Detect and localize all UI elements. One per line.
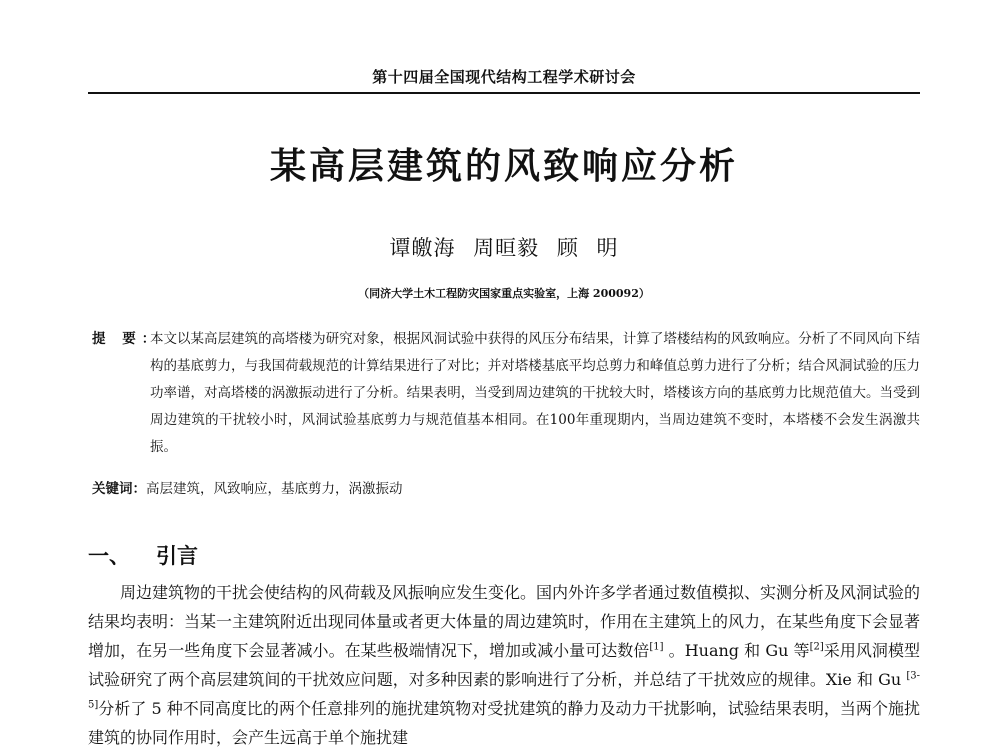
abstract-label: 提 要：	[92, 331, 162, 347]
running-head: 第十四届全国现代结构工程学术研讨会	[372, 68, 636, 86]
text-segment: 。Huang 和 Gu 等	[663, 641, 810, 660]
abstract	[92, 326, 920, 461]
keywords-label: 关键词：	[92, 481, 146, 497]
citation-ref: [2]	[809, 641, 824, 653]
paragraph	[88, 578, 920, 752]
paper-title: 某高层建筑的风致响应分析	[269, 146, 738, 187]
text-segment: 采用风洞模型试验研究了两个高层建筑间的干扰效应问题，对多种因素的影响进行了分析，并总结了干扰效应的规律。Xie 和 Gu	[88, 641, 920, 689]
body-text	[88, 578, 920, 752]
keywords-text: 高层建筑，风致响应，基底剪力，涡激振动	[146, 481, 403, 497]
citation-ref: [3-5]	[88, 670, 920, 711]
citation-ref: [1]	[649, 641, 664, 653]
authors: 谭皦海 周晅毅 顾 明	[389, 236, 619, 260]
affiliation: （同济大学土木工程防灾国家重点实验室，上海 200092）	[358, 287, 650, 300]
section-number: 一、	[88, 544, 130, 568]
abstract-text: 本文以某高层建筑的高塔楼为研究对象，根据风洞试验中获得的风压分布结果，计算了塔楼结构的风致响应。分析了不同风向下结构的基底剪力，与我国荷载规范的计算结果进行了对比；并对塔楼基底平均总剪力和峰值总剪力进行了分析；结合风洞试验的压力功率谱，对高塔楼的涡激振动进行了分析。结果表明，当受到周边建筑的干扰较大时，塔楼该方向的基底剪力比规范值大。当受到周边建筑的干扰较小时，风洞试验基底剪力与规范值基本相同。在100年重现期内，当周边建筑不变时，本塔楼不会发生涡激共振。	[150, 331, 920, 455]
text-segment: 周边建筑物的干扰会使结构的风荷载及风振响应发生变化。国内外许多学者通过数值模拟、实测分析及风洞试验的结果均表明：当某一主建筑附近出现同体量或者更大体量的周边建筑时，作用在主建筑上的风力，在某些角度下会显著增加，在另一些角度下会显著减小。在某些极端情况下，增加或减小量可达数倍	[88, 583, 921, 660]
section-title: 引言	[156, 544, 198, 568]
text-segment: 分析了 5 种不同高度比的两个任意排列的施扰建筑物对受扰建筑的静力及动力干扰影响，试验结果表明，当两个施扰建筑的协同作用时，会产生远高于单个施扰建	[88, 699, 920, 747]
section-heading	[88, 540, 198, 570]
header-rule	[88, 92, 920, 94]
keywords	[92, 476, 920, 503]
